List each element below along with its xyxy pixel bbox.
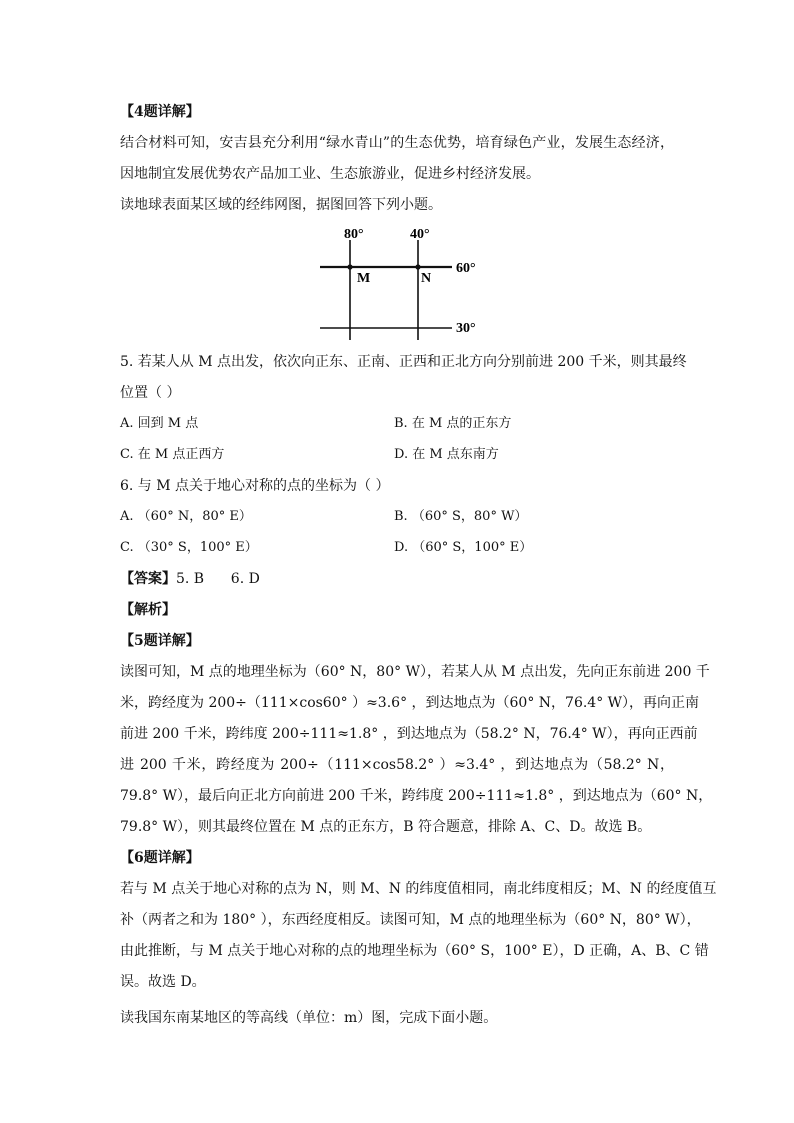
q5-detail-line: 前进 200 千米，跨纬度 200÷111≈1.8° ，到达地点为（58.2° N，76.4° W），再向正西前 [120,726,698,742]
answer-text: 5. B 6. D [176,571,260,587]
point-n-marker [415,264,420,269]
q5-option-b: B. 在 M 点的正东方 [394,416,512,431]
graticule-svg [316,222,486,340]
answer-line [120,569,260,589]
q6-option-c: C. （30° S，100° E） [120,540,258,555]
q6-detail-heading: 【6题详解】 [120,850,200,866]
q6-detail-line: 补（两者之和为 180° ），东西经度相反。读图可知，M 点的地理坐标为（60° N，80° W）， [120,912,701,928]
label-point-m: M [357,271,371,286]
q6-detail-line: 误。故选 D。 [120,974,206,990]
label-lon-80: 80° [344,227,364,242]
point-m-marker [347,264,352,269]
q6-option-a: A. （60° N，80° E） [120,509,252,524]
q5-detail-line: 79.8° W），最后向正北方向前进 200 千米，跨纬度 200÷111≈1.8° ，到达地点为（60° N， [120,788,713,804]
q5-detail-line: 读图可知，M 点的地理坐标为（60° N，80° W），若某人从 M 点出发，先向正东前进 200 千 [120,664,710,680]
label-point-n: N [421,271,432,286]
q6-stem: 6. 与 M 点关于地心对称的点的坐标为（ ） [120,478,390,494]
q5-detail-line: 米，跨经度为 200÷（111×cos60° ）≈3.6° ，到达地点为（60° N，76.4° W），再向正南 [120,695,700,711]
label-lat-60: 60° [456,261,476,276]
q6-detail-line: 由此推断，与 M 点关于地心对称的点的地理坐标为（60° S，100° E），D 正确，A、B、C 错 [120,943,709,959]
analysis-heading: 【解析】 [120,602,176,618]
q4-paragraph-line: 因地制宜发展优势农产品加工业、生态旅游业，促进乡村经济发展。 [120,166,540,182]
label-lon-40: 40° [410,227,430,242]
q5-option-d: D. 在 M 点东南方 [394,447,499,462]
q6-option-d: D. （60° S，100° E） [394,540,533,555]
q4-heading: 【4题详解】 [120,104,200,120]
q5-detail-line: 79.8° W），则其最终位置在 M 点的正东方，B 符合题意，排除 A、C、D。故选 B。 [120,819,652,835]
next-section-intro: 读我国东南某地区的等高线（单位：m）图，完成下面小题。 [120,1010,498,1026]
q5-stem-cont: 位置（ ） [120,385,181,401]
graticule-diagram [316,222,486,340]
q5-option-c: C. 在 M 点正西方 [120,447,225,462]
q5-stem: 5. 若某人从 M 点出发，依次向正东、正南、正西和正北方向分别前进 200 千米，则其最终 [120,354,687,370]
q5-detail-line: 进 200 千米，跨经度为 200÷（111×cos58.2° ）≈3.4° ，到达地点为（58.2° N， [120,757,674,773]
diagram-intro: 读地球表面某区域的经纬网图，据图回答下列小题。 [120,197,442,213]
q6-option-b: B. （60° S，80° W） [394,509,528,524]
answer-label: 【答案】 [120,571,176,587]
q5-detail-heading: 【5题详解】 [120,633,200,649]
q4-paragraph-line: 结合材料可知，安吉县充分利用“绿水青山”的生态优势，培育绿色产业，发展生态经济， [120,135,674,151]
q6-detail-line: 若与 M 点关于地心对称的点为 N，则 M、N 的纬度值相同，南北纬度相反；M、N 的经度值互 [120,881,717,897]
q5-option-a: A. 回到 M 点 [120,416,199,431]
label-lat-30: 30° [456,321,476,336]
